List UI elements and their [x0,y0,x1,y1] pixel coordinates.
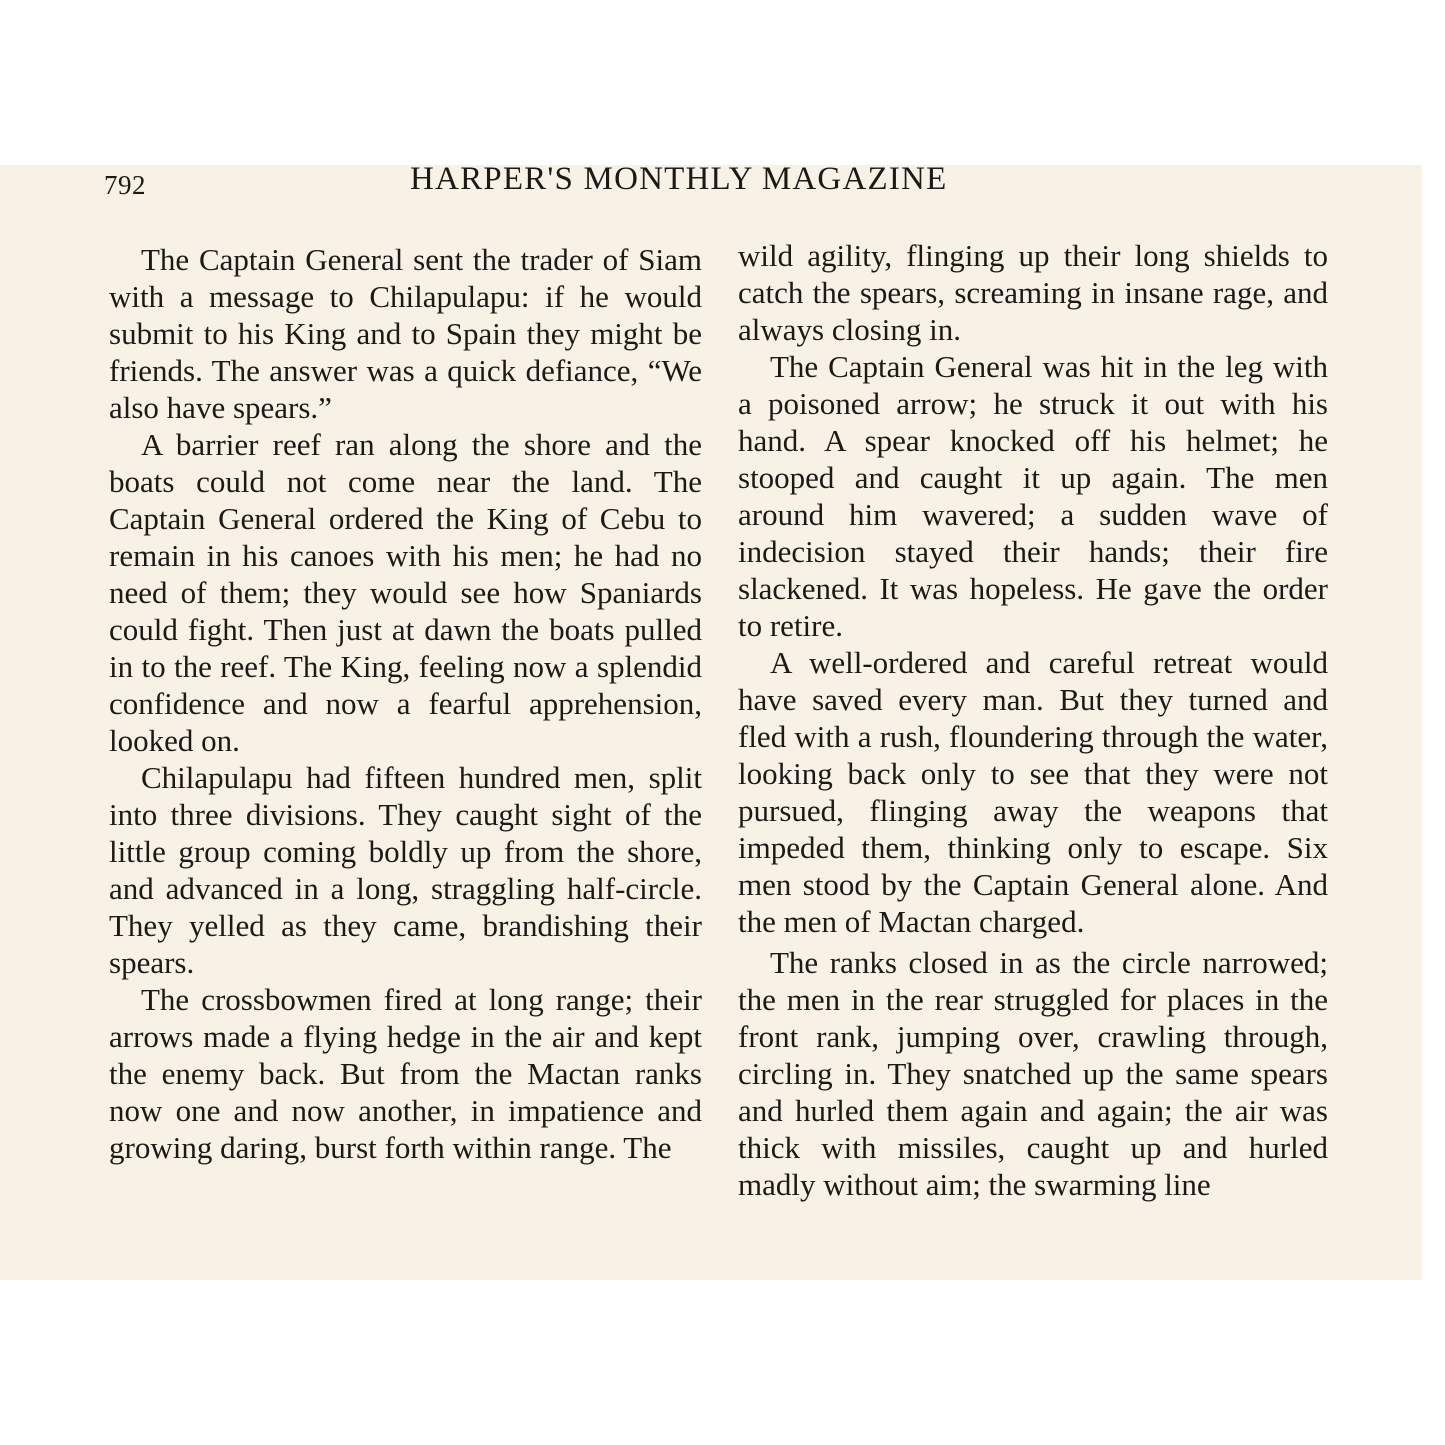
magazine-page [0,165,1422,1280]
running-head: HARPER'S MONTHLY MAGAZINE [410,165,948,197]
paragraph: The ranks closed in as the circle narrowed; the men in the rear struggled for places in the front rank, jumping over, crawling through, circling in. They snatched up the same spears and hurled them again and again; the air was thick with missiles, caught up and hurled madly without aim; the swarming line [738,945,1328,1202]
paragraph-continued: wild agility, flinging up their long shields to catch the spears, screaming in insane rage, and always closing in. [738,238,1328,347]
paragraph: The Captain General sent the trader of Siam with a message to Chilapulapu: if he would submit to his King and to Spain they might be friends. The answer was a quick defiance, “We also have spears.” [109,242,702,425]
paragraph: The crossbowmen fired at long range; their arrows made a flying hedge in the air and kept the enemy back. But from the Mactan ranks now one and now another, in impatience and growing daring, burst forth within range. The [109,982,702,1165]
paragraph: The Captain General was hit in the leg with a poisoned arrow; he struck it out with his hand. A spear knocked off his helmet; he stooped and caught it up again. The men around him wavered; a sudden wave of indecision stayed their hands; their fire slackened. It was hopeless. He gave the order to retire. [738,349,1328,643]
left-column [109,241,702,1166]
page-number: 792 [104,170,146,200]
paragraph: Chilapulapu had fifteen hundred men, split into three divisions. They caught sight of the little group coming boldly up from the shore, and advanced in a long, straggling half-circle. They yelled as they came, brandishing their spears. [109,760,702,980]
right-column [738,237,1328,1203]
paragraph: A barrier reef ran along the shore and the boats could not come near the land. The Captain General ordered the King of Cebu to remain in his canoes with his men; he had no need of them; they would see how Spaniards could fight. Then just at dawn the boats pulled in to the reef. The King, feeling now a splendid confidence and now a fearful apprehension, looked on. [109,427,702,758]
paragraph: A well-ordered and careful retreat would have saved every man. But they turned and fled with a rush, floundering through the water, looking back only to see that they were not pursued, flinging away the weapons that impeded them, thinking only to escape. Six men stood by the Captain General alone. And the men of Mactan charged. [738,645,1328,939]
